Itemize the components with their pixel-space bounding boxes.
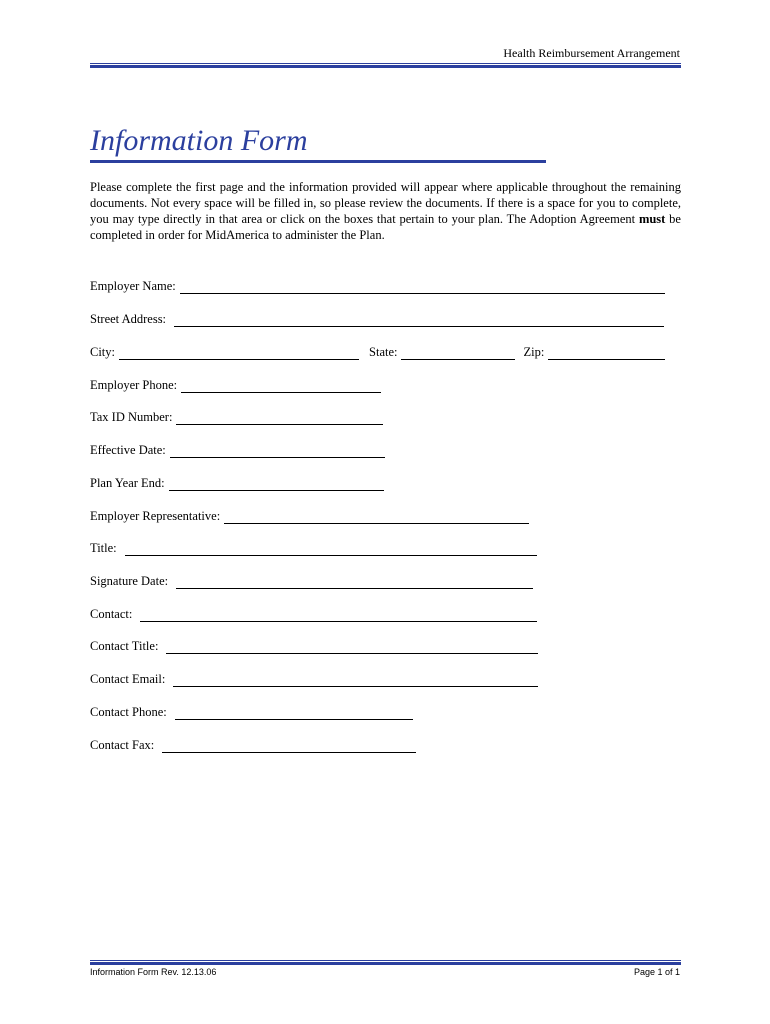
street-address-label: Street Address:: [90, 312, 167, 326]
signature-date-label: Signature Date:: [90, 574, 169, 588]
signature-date-field[interactable]: [176, 576, 533, 589]
contact-phone-row: [90, 704, 413, 720]
street-address-field[interactable]: [174, 314, 664, 327]
intro-text-2: be completed in order for MidAmerica to administer the Plan.: [90, 212, 681, 242]
contact-label: Contact:: [90, 607, 133, 621]
city-field[interactable]: [119, 347, 359, 360]
footer-rule-thin: [90, 960, 681, 961]
header-rule-thick: [90, 65, 681, 68]
effective-date-row: [90, 442, 385, 458]
plan-year-end-field[interactable]: [169, 478, 384, 491]
contact-phone-field[interactable]: [175, 707, 413, 720]
contact-fax-row: [90, 737, 416, 753]
state-group: [369, 345, 515, 360]
contact-email-label: Contact Email:: [90, 672, 166, 686]
header-title: Health Reimbursement Arrangement: [503, 46, 680, 60]
city-label: City:: [90, 345, 116, 359]
contact-fax-label: Contact Fax:: [90, 738, 155, 752]
page-title: Information Form: [90, 124, 308, 157]
footer-page-number: Page 1 of 1: [633, 967, 680, 977]
employer-representative-field[interactable]: [224, 511, 529, 524]
footer-rule-thick: [90, 962, 681, 965]
intro-text-1: Please complete the first page and the information provided will appear where applicable throughout the remaining documents. Not every space will be filled in, so please review the documents. If there is a space for you to complete, you may type directly in that area or click on the boxes that pertain to your plan. The Adoption Agreement: [90, 180, 681, 226]
title-row: [90, 540, 537, 556]
footer-revision: Information Form Rev. 12.13.06: [90, 967, 217, 977]
title-rule: [90, 160, 546, 163]
city-state-zip-row: [90, 344, 665, 360]
employer-name-row: [90, 278, 665, 294]
employer-phone-label: Employer Phone:: [90, 378, 178, 392]
effective-date-field[interactable]: [170, 445, 385, 458]
contact-fax-field[interactable]: [162, 740, 416, 753]
employer-name-label: Employer Name:: [90, 279, 176, 293]
state-label: State:: [369, 345, 398, 359]
title-field[interactable]: [125, 543, 537, 556]
zip-label: Zip:: [523, 345, 545, 359]
contact-title-label: Contact Title:: [90, 639, 159, 653]
city-group: [90, 345, 359, 360]
contact-title-field[interactable]: [166, 641, 538, 654]
header-rule-thin: [90, 63, 681, 64]
title-label: Title:: [90, 541, 117, 555]
contact-email-row: [90, 671, 538, 687]
tax-id-row: [90, 409, 383, 425]
plan-year-end-row: [90, 475, 384, 491]
contact-email-field[interactable]: [173, 674, 538, 687]
intro-bold: must: [638, 212, 666, 226]
employer-representative-row: [90, 508, 529, 524]
effective-date-label: Effective Date:: [90, 443, 166, 457]
employer-phone-row: [90, 377, 381, 393]
zip-field[interactable]: [548, 347, 665, 360]
contact-title-row: [90, 638, 538, 654]
contact-phone-label: Contact Phone:: [90, 705, 167, 719]
tax-id-label: Tax ID Number:: [90, 410, 173, 424]
intro-paragraph: [90, 179, 681, 243]
street-address-row: [90, 311, 664, 327]
contact-field[interactable]: [140, 609, 537, 622]
contact-row: [90, 606, 537, 622]
signature-date-row: [90, 573, 533, 589]
zip-group: [523, 345, 665, 360]
state-field[interactable]: [401, 347, 515, 360]
employer-representative-label: Employer Representative:: [90, 509, 221, 523]
tax-id-field[interactable]: [176, 412, 383, 425]
employer-phone-field[interactable]: [181, 380, 381, 393]
plan-year-end-label: Plan Year End:: [90, 476, 165, 490]
employer-name-field[interactable]: [180, 281, 665, 294]
